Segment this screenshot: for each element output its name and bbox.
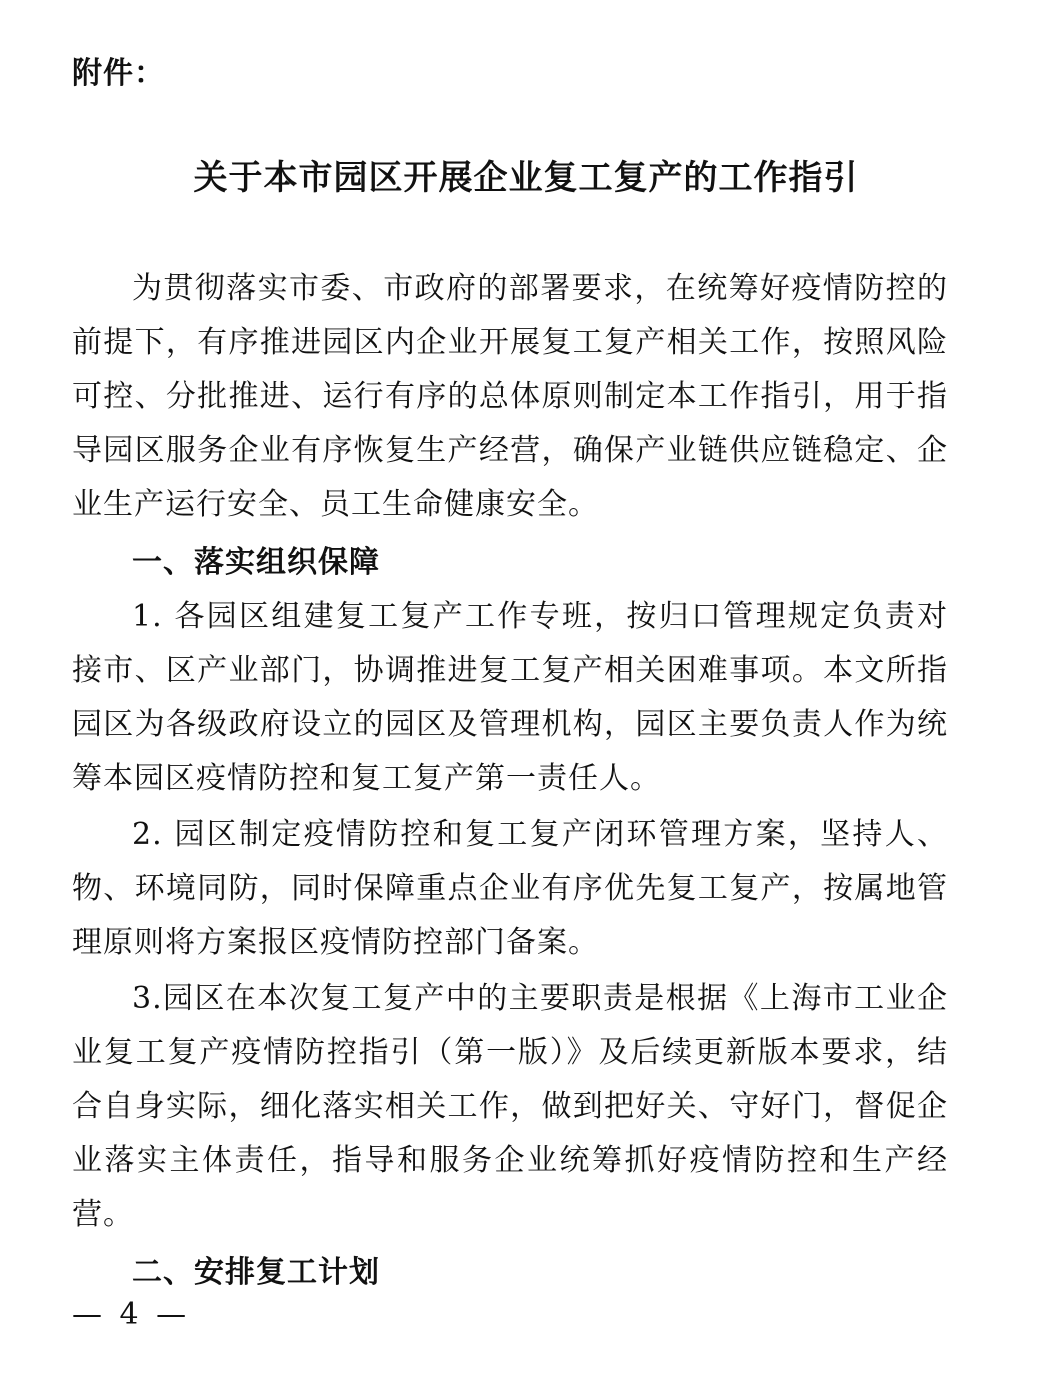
section-1-item-1: 1. 各园区组建复工复产工作专班，按归口管理规定负责对接市、区产业部门，协调推进复工复产相关困难事项。本文所指园区为各级政府设立的园区及管理机构，园区主要负责人作为统筹本园区疫情防控和复工复产第一责任人。 bbox=[72, 599, 948, 796]
section-1-item-3: 3.园区在本次复工复产中的主要职责是根据《上海市工业企业复工复产疫情防控指引（第一版）》及后续更新版本要求，结合自身实际，细化落实相关工作，做到把好关、守好门，督促企业落实主体责任，指导和服务企业统筹抓好疫情防控和生产经营。 bbox=[72, 981, 948, 1232]
page-number: — 4 — bbox=[72, 1297, 191, 1332]
section-1-heading: 一、落实组织保障 bbox=[132, 545, 380, 580]
intro-paragraph: 为贯彻落实市委、市政府的部署要求，在统筹好疫情防控的前提下，有序推进园区内企业开展复工复产相关工作，按照风险可控、分批推进、运行有序的总体原则制定本工作指引，用于指导园区服务企业有序恢复生产经营，确保产业链供应链稳定、企业生产运行安全、员工生命健康安全。 bbox=[72, 271, 948, 522]
attachment-label: 附件： bbox=[72, 56, 165, 91]
section-1-item-2: 2. 园区制定疫情防控和复工复产闭环管理方案，坚持人、物、环境同防，同时保障重点企业有序优先复工复产，按属地管理原则将方案报区疫情防控部门备案。 bbox=[72, 817, 948, 960]
document-body bbox=[72, 262, 948, 1300]
document-title: 关于本市园区开展企业复工复产的工作指引 bbox=[193, 158, 859, 198]
section-2-heading: 二、安排复工计划 bbox=[132, 1255, 380, 1290]
